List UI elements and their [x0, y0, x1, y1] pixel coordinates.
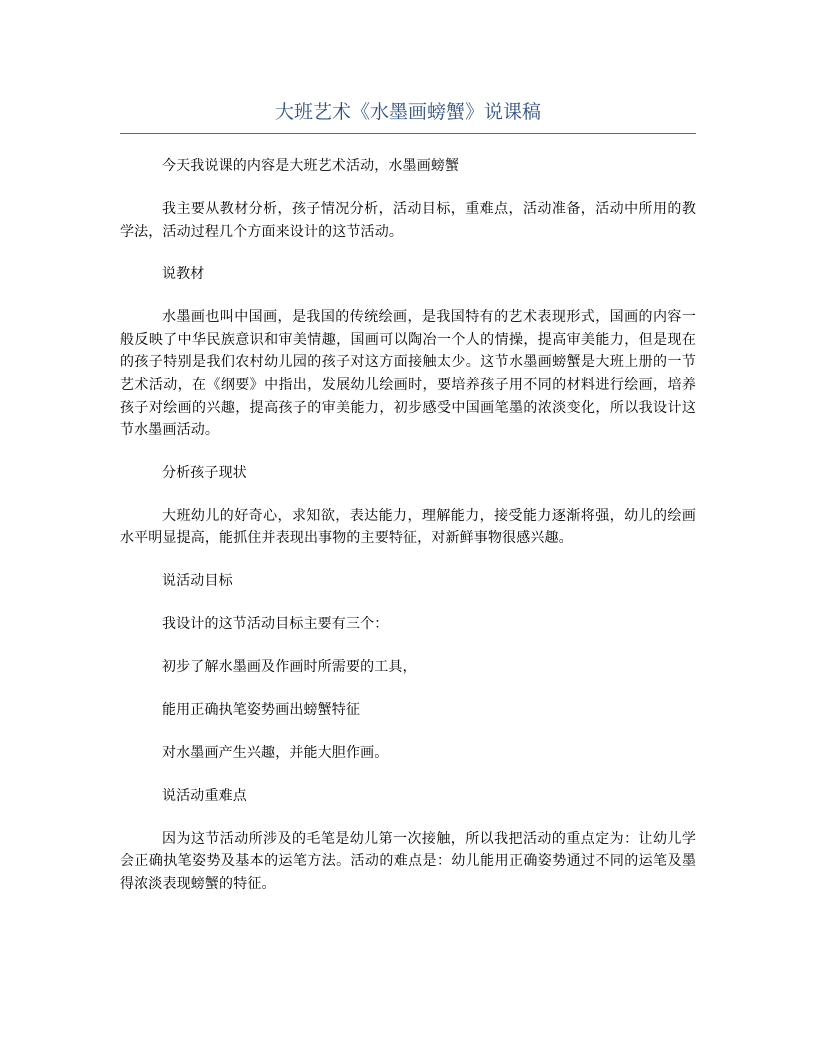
- paragraph-goals-intro: 我设计的这节活动目标主要有三个：: [162, 615, 389, 632]
- paragraph-overview: 我主要从教材分析，孩子情况分析，活动目标，重难点，活动准备，活动中所用的教学法，活动过程几个方面来设计的这节活动。: [120, 200, 696, 240]
- goal-item-2: 能用正确执笔姿势画出螃蟹特征: [162, 701, 361, 718]
- document-title: 大班艺术《水墨画螃蟹》说课稿: [274, 101, 541, 123]
- title-divider: [120, 133, 696, 134]
- heading-children-status: 分析孩子现状: [162, 464, 247, 481]
- paragraph-children-status: 大班幼儿的好奇心，求知欲，表达能力，理解能力，接受能力逐渐将强，幼儿的绘画水平明显提高，能抓住并表现出事物的主要特征，对新鲜事物很感兴趣。: [120, 507, 696, 547]
- heading-key-points: 说活动重难点: [162, 787, 247, 804]
- paragraph-textbook: 水墨画也叫中国画，是我国的传统绘画，是我国特有的艺术表现形式，国画的内容一般反映了中华民族意识和审美情趣，国画可以陶冶一个人的情操，提高审美能力，但是现在的孩子特别是我们农村幼儿园的孩子对这方面接触太少。这节水墨画螃蟹是大班上册的一节艺术活动，在《纲要》中指出，发展幼儿绘画时，要培养孩子用不同的材料进行绘画，培养孩子对绘画的兴趣，提高孩子的审美能力，初步感受中国画笔墨的浓淡变化，所以我设计这节水墨画活动。: [120, 309, 696, 439]
- goal-item-1: 初步了解水墨画及作画时所需要的工具，: [162, 658, 417, 675]
- heading-textbook: 说教材: [162, 266, 205, 283]
- document-body: [120, 155, 696, 916]
- goal-item-3: 对水墨画产生兴趣，并能大胆作画。: [162, 744, 389, 761]
- heading-goals: 说活动目标: [162, 572, 233, 589]
- paragraph-intro: 今天我说课的内容是大班艺术活动，水墨画螃蟹: [162, 158, 460, 174]
- paragraph-key-points: 因为这节活动所涉及的毛笔是幼儿第一次接触，所以我把活动的重点定为：让幼儿学会正确执笔姿势及基本的运笔方法。活动的难点是：幼儿能用正确姿势通过不同的运笔及墨得浓淡表现螃蟹的特征。: [120, 830, 696, 892]
